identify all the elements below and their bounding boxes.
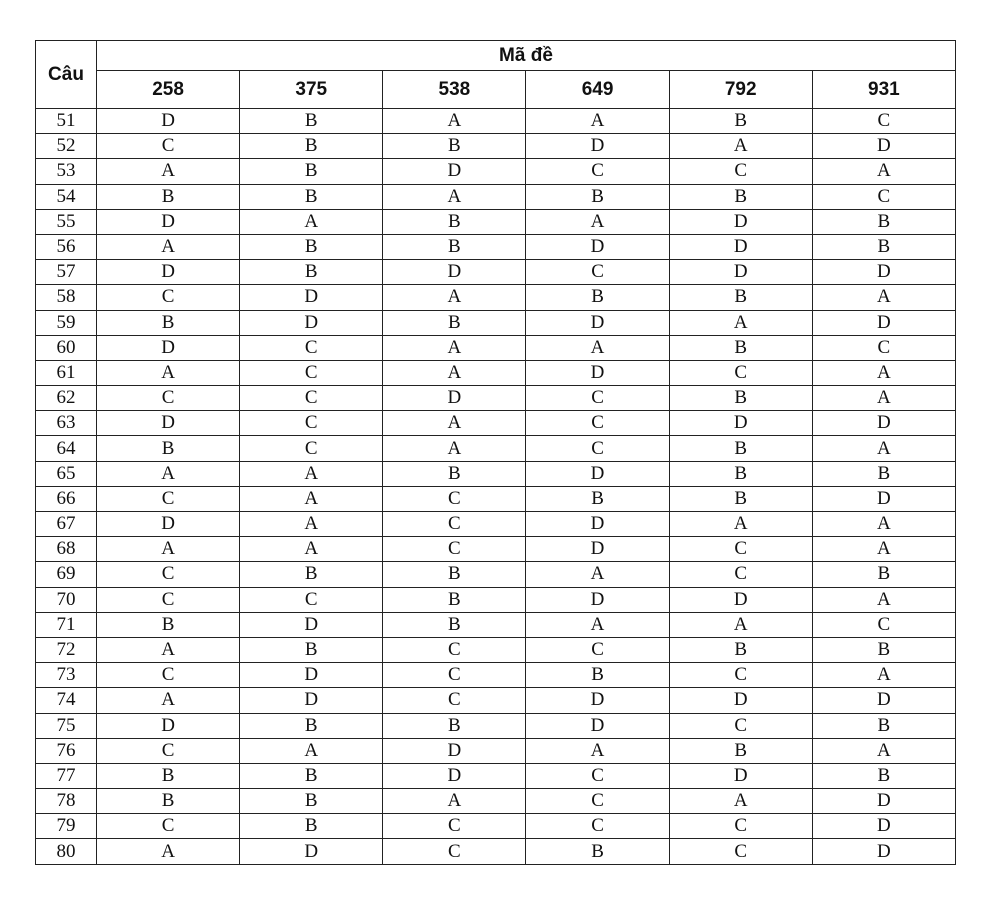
- exam-code-header-row: [36, 71, 956, 109]
- answer-cell: C: [240, 587, 383, 612]
- answer-cell: D: [240, 663, 383, 688]
- answer-cell: B: [383, 310, 526, 335]
- answer-cell: B: [526, 663, 669, 688]
- question-number-cell: 54: [36, 184, 97, 209]
- question-number-cell: 52: [36, 134, 97, 159]
- answer-cell: A: [812, 285, 955, 310]
- answer-cell: C: [240, 335, 383, 360]
- answer-cell: B: [812, 461, 955, 486]
- exam-code-header: 258: [97, 71, 240, 109]
- answer-cell: B: [240, 260, 383, 285]
- answer-cell: D: [383, 738, 526, 763]
- answer-cell: A: [97, 234, 240, 259]
- answer-cell: C: [97, 562, 240, 587]
- answer-cell: A: [812, 587, 955, 612]
- table-row: [36, 335, 956, 360]
- answer-cell: D: [812, 260, 955, 285]
- table-row: [36, 562, 956, 587]
- answer-cell: C: [812, 335, 955, 360]
- table-row: [36, 839, 956, 864]
- answer-cell: C: [383, 839, 526, 864]
- answer-cell: D: [97, 512, 240, 537]
- answer-cell: D: [383, 763, 526, 788]
- answer-cell: A: [812, 537, 955, 562]
- table-row: [36, 486, 956, 511]
- answer-cell: B: [812, 637, 955, 662]
- answer-cell: A: [383, 436, 526, 461]
- answer-cell: A: [97, 688, 240, 713]
- answer-cell: B: [383, 587, 526, 612]
- answer-cell: D: [97, 209, 240, 234]
- answer-cell: D: [97, 713, 240, 738]
- answer-cell: B: [669, 637, 812, 662]
- answer-cell: D: [812, 839, 955, 864]
- question-number-cell: 70: [36, 587, 97, 612]
- question-number-cell: 62: [36, 386, 97, 411]
- answer-cell: D: [526, 461, 669, 486]
- answer-cell: A: [240, 486, 383, 511]
- answer-cell: A: [383, 789, 526, 814]
- table-row: [36, 234, 956, 259]
- question-number-cell: 66: [36, 486, 97, 511]
- answer-cell: B: [669, 738, 812, 763]
- answer-cell: C: [383, 537, 526, 562]
- answer-cell: C: [669, 814, 812, 839]
- answer-cell: D: [526, 360, 669, 385]
- answer-cell: D: [526, 134, 669, 159]
- answer-cell: C: [526, 789, 669, 814]
- question-number-cell: 58: [36, 285, 97, 310]
- answer-cell: C: [240, 436, 383, 461]
- answer-cell: C: [383, 688, 526, 713]
- answer-cell: B: [240, 234, 383, 259]
- answer-cell: B: [526, 486, 669, 511]
- answer-cell: C: [383, 512, 526, 537]
- answer-cell: B: [240, 763, 383, 788]
- answer-cell: D: [812, 411, 955, 436]
- question-number-cell: 80: [36, 839, 97, 864]
- question-number-cell: 79: [36, 814, 97, 839]
- answer-cell: D: [383, 386, 526, 411]
- answer-cell: A: [526, 612, 669, 637]
- answer-cell: C: [97, 386, 240, 411]
- answer-cell: C: [383, 814, 526, 839]
- answer-cell: C: [669, 159, 812, 184]
- answer-cell: B: [240, 184, 383, 209]
- answer-cell: A: [812, 663, 955, 688]
- answer-cell: A: [669, 310, 812, 335]
- answer-cell: C: [812, 184, 955, 209]
- answer-cell: D: [669, 587, 812, 612]
- exam-code-group-header: Mã đề: [97, 41, 956, 71]
- exam-code-header: 538: [383, 71, 526, 109]
- answer-cell: D: [97, 260, 240, 285]
- answer-cell: D: [526, 234, 669, 259]
- table-row: [36, 184, 956, 209]
- answer-cell: C: [97, 738, 240, 763]
- answer-cell: D: [240, 310, 383, 335]
- answer-cell: A: [812, 386, 955, 411]
- answer-cell: A: [97, 637, 240, 662]
- answer-cell: B: [97, 789, 240, 814]
- table-row: [36, 285, 956, 310]
- exam-code-header: 649: [526, 71, 669, 109]
- answer-cell: C: [812, 109, 955, 134]
- answer-key-table: [35, 40, 956, 865]
- answer-cell: C: [383, 486, 526, 511]
- answer-cell: B: [383, 134, 526, 159]
- answer-cell: A: [812, 738, 955, 763]
- answer-cell: C: [526, 260, 669, 285]
- exam-code-header: 931: [812, 71, 955, 109]
- answer-cell: B: [669, 109, 812, 134]
- question-number-cell: 60: [36, 335, 97, 360]
- answer-cell: D: [669, 411, 812, 436]
- question-number-cell: 69: [36, 562, 97, 587]
- answer-cell: D: [812, 814, 955, 839]
- answer-cell: C: [97, 814, 240, 839]
- answer-cell: B: [812, 209, 955, 234]
- answer-cell: C: [97, 486, 240, 511]
- table-row: [36, 537, 956, 562]
- answer-cell: B: [812, 562, 955, 587]
- table-row: [36, 814, 956, 839]
- answer-cell: A: [97, 537, 240, 562]
- answer-cell: C: [669, 839, 812, 864]
- answer-cell: A: [526, 738, 669, 763]
- answer-cell: C: [526, 763, 669, 788]
- answer-cell: B: [812, 234, 955, 259]
- answer-cell: D: [97, 335, 240, 360]
- answer-cell: D: [812, 134, 955, 159]
- answer-cell: C: [526, 159, 669, 184]
- answer-cell: A: [669, 134, 812, 159]
- answer-cell: C: [526, 814, 669, 839]
- answer-cell: B: [383, 612, 526, 637]
- table-header: [36, 41, 956, 109]
- question-number-cell: 55: [36, 209, 97, 234]
- answer-cell: B: [240, 109, 383, 134]
- question-number-cell: 74: [36, 688, 97, 713]
- question-number-cell: 59: [36, 310, 97, 335]
- answer-cell: D: [526, 310, 669, 335]
- answer-cell: A: [526, 562, 669, 587]
- answer-cell: B: [669, 436, 812, 461]
- answer-cell: C: [97, 587, 240, 612]
- question-number-cell: 68: [36, 537, 97, 562]
- answer-cell: B: [240, 713, 383, 738]
- question-number-cell: 67: [36, 512, 97, 537]
- table-row: [36, 109, 956, 134]
- answer-cell: B: [97, 310, 240, 335]
- answer-cell: C: [97, 663, 240, 688]
- answer-cell: A: [526, 109, 669, 134]
- answer-cell: C: [97, 285, 240, 310]
- table-row: [36, 386, 956, 411]
- answer-cell: C: [669, 537, 812, 562]
- answer-cell: D: [526, 713, 669, 738]
- table-row: [36, 738, 956, 763]
- table-body: [36, 109, 956, 865]
- table-row: [36, 310, 956, 335]
- answer-cell: A: [97, 461, 240, 486]
- question-number-cell: 51: [36, 109, 97, 134]
- table-row: [36, 512, 956, 537]
- question-number-cell: 53: [36, 159, 97, 184]
- table-row: [36, 209, 956, 234]
- question-number-cell: 76: [36, 738, 97, 763]
- table-row: [36, 260, 956, 285]
- answer-cell: D: [240, 688, 383, 713]
- answer-cell: C: [383, 663, 526, 688]
- answer-cell: D: [526, 512, 669, 537]
- answer-cell: B: [97, 612, 240, 637]
- answer-cell: B: [669, 486, 812, 511]
- answer-cell: B: [383, 209, 526, 234]
- answer-cell: D: [669, 688, 812, 713]
- answer-cell: A: [97, 839, 240, 864]
- answer-cell: B: [383, 562, 526, 587]
- answer-cell: D: [669, 763, 812, 788]
- exam-code-header: 375: [240, 71, 383, 109]
- answer-cell: A: [240, 461, 383, 486]
- answer-cell: B: [97, 763, 240, 788]
- table-row: [36, 360, 956, 385]
- answer-cell: B: [669, 184, 812, 209]
- exam-code-header: 792: [669, 71, 812, 109]
- question-number-cell: 61: [36, 360, 97, 385]
- answer-cell: B: [526, 285, 669, 310]
- answer-cell: D: [526, 587, 669, 612]
- answer-cell: A: [669, 612, 812, 637]
- answer-cell: B: [669, 386, 812, 411]
- answer-cell: B: [526, 184, 669, 209]
- answer-cell: D: [812, 789, 955, 814]
- answer-cell: C: [526, 637, 669, 662]
- answer-cell: A: [526, 209, 669, 234]
- answer-cell: B: [669, 461, 812, 486]
- table-row: [36, 436, 956, 461]
- answer-cell: B: [97, 436, 240, 461]
- question-number-cell: 64: [36, 436, 97, 461]
- answer-cell: D: [97, 411, 240, 436]
- answer-cell: A: [669, 789, 812, 814]
- table-row: [36, 789, 956, 814]
- answer-cell: C: [669, 360, 812, 385]
- question-column-header: Câu: [36, 41, 97, 109]
- answer-cell: B: [240, 562, 383, 587]
- table-row: [36, 763, 956, 788]
- answer-cell: C: [240, 360, 383, 385]
- answer-cell: A: [383, 109, 526, 134]
- answer-cell: C: [526, 386, 669, 411]
- answer-cell: A: [526, 335, 669, 360]
- answer-cell: C: [526, 411, 669, 436]
- question-number-cell: 73: [36, 663, 97, 688]
- table-row: [36, 134, 956, 159]
- table-row: [36, 688, 956, 713]
- answer-cell: A: [240, 738, 383, 763]
- question-number-cell: 71: [36, 612, 97, 637]
- question-number-cell: 57: [36, 260, 97, 285]
- answer-cell: C: [240, 411, 383, 436]
- question-number-cell: 56: [36, 234, 97, 259]
- table-row: [36, 411, 956, 436]
- answer-cell: B: [240, 814, 383, 839]
- answer-cell: C: [669, 562, 812, 587]
- table-row: [36, 713, 956, 738]
- answer-cell: B: [383, 234, 526, 259]
- answer-cell: D: [240, 839, 383, 864]
- answer-cell: A: [240, 209, 383, 234]
- answer-cell: A: [669, 512, 812, 537]
- answer-cell: A: [812, 512, 955, 537]
- table-row: [36, 663, 956, 688]
- answer-cell: D: [526, 688, 669, 713]
- table-row: [36, 159, 956, 184]
- question-number-cell: 63: [36, 411, 97, 436]
- table-row: [36, 637, 956, 662]
- question-number-cell: 78: [36, 789, 97, 814]
- answer-cell: B: [240, 789, 383, 814]
- answer-cell: A: [97, 159, 240, 184]
- answer-cell: A: [240, 512, 383, 537]
- answer-cell: B: [240, 159, 383, 184]
- answer-cell: A: [383, 360, 526, 385]
- answer-cell: B: [812, 713, 955, 738]
- answer-cell: D: [812, 310, 955, 335]
- answer-cell: D: [240, 285, 383, 310]
- answer-cell: C: [97, 134, 240, 159]
- question-number-cell: 75: [36, 713, 97, 738]
- answer-cell: C: [526, 436, 669, 461]
- answer-cell: A: [383, 184, 526, 209]
- answer-cell: A: [383, 285, 526, 310]
- answer-cell: D: [383, 159, 526, 184]
- answer-cell: A: [812, 360, 955, 385]
- question-number-cell: 65: [36, 461, 97, 486]
- answer-cell: B: [383, 713, 526, 738]
- answer-cell: D: [669, 209, 812, 234]
- answer-cell: B: [669, 335, 812, 360]
- answer-cell: D: [669, 260, 812, 285]
- question-number-cell: 77: [36, 763, 97, 788]
- question-number-cell: 72: [36, 637, 97, 662]
- answer-cell: A: [383, 335, 526, 360]
- answer-cell: D: [812, 688, 955, 713]
- answer-cell: C: [383, 637, 526, 662]
- answer-cell: D: [812, 486, 955, 511]
- answer-cell: A: [812, 159, 955, 184]
- answer-cell: B: [669, 285, 812, 310]
- answer-cell: B: [812, 763, 955, 788]
- answer-cell: D: [240, 612, 383, 637]
- answer-cell: A: [383, 411, 526, 436]
- answer-cell: B: [383, 461, 526, 486]
- answer-cell: B: [526, 839, 669, 864]
- answer-cell: C: [812, 612, 955, 637]
- answer-cell: B: [240, 637, 383, 662]
- answer-cell: A: [97, 360, 240, 385]
- answer-cell: C: [669, 663, 812, 688]
- answer-cell: B: [240, 134, 383, 159]
- answer-cell: D: [383, 260, 526, 285]
- answer-cell: D: [526, 537, 669, 562]
- answer-cell: A: [812, 436, 955, 461]
- answer-cell: C: [669, 713, 812, 738]
- table-row: [36, 461, 956, 486]
- answer-cell: B: [97, 184, 240, 209]
- table-row: [36, 612, 956, 637]
- answer-cell: D: [669, 234, 812, 259]
- answer-cell: A: [240, 537, 383, 562]
- answer-cell: C: [240, 386, 383, 411]
- table-row: [36, 587, 956, 612]
- answer-cell: D: [97, 109, 240, 134]
